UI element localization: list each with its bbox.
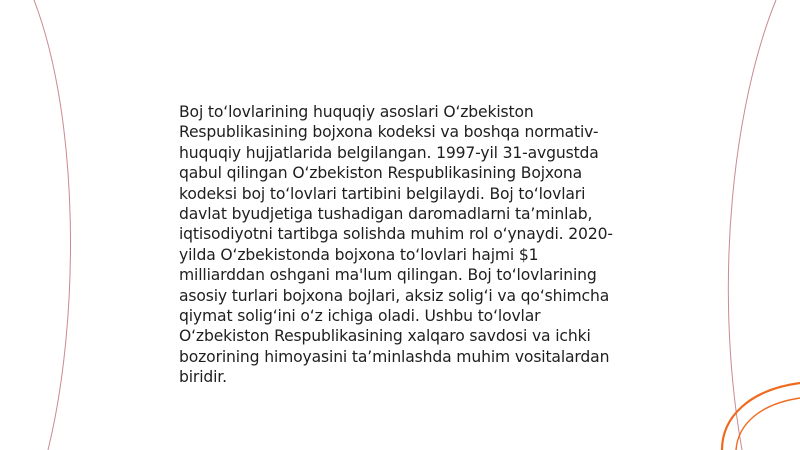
right-arc-decoration <box>728 0 776 450</box>
left-arc-decoration <box>34 0 70 450</box>
orange-ring-inner-decoration <box>736 398 800 450</box>
body-paragraph: Boj to‘lovlarining huquqiy asoslari O‘zbekiston Respublikasining bojxona kodeksi va boshqa normativ-huquqiy hujjatlarida belgilangan. 1997-yil 31-avgustda qabul qilingan O‘zbekiston Respublikasining Bojxona kodeksi boj to‘lovlari tartibini belgilaydi. Boj to‘lovlari davlat byudjetiga tushadigan daromadlarni ta’minlab, iqtisodiyotni tartibga solishda muhim rol o‘ynaydi. 2020-yilda O‘zbekistonda bojxona to‘lovlari hajmi $1 milliarddan oshgani ma'lum qilingan. Boj to‘lovlarining asosiy turlari bojxona bojlari, aksiz solig‘i va qo‘shimcha qiymat solig‘ini o‘z ichiga oladi. Ushbu to‘lovlar O‘zbekiston Respublikasining xalqaro savdosi va ichki bozorining himoyasini ta’minlashda muhim vositalardan biridir. <box>179 103 613 387</box>
